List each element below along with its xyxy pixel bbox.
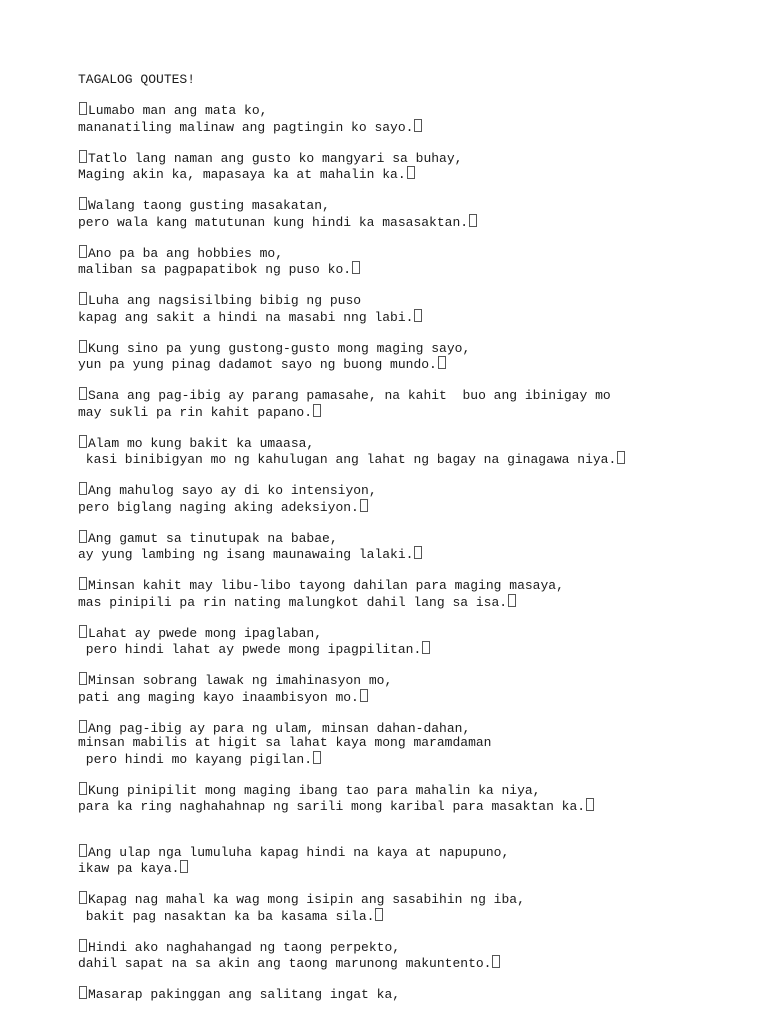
quote-text: Maging akin ka, mapasaya ka at mahalin ka.	[78, 167, 406, 182]
quote-text: Kapag nag mahal ka wag mong isipin ang sasabihin ng iba,	[88, 892, 525, 907]
quote-text: Kung pinipilit mong maging ibang tao para mahalin ka niya,	[88, 782, 541, 798]
missing-glyph-icon	[79, 482, 87, 495]
quote-paragraph	[78, 530, 626, 563]
quote-line	[78, 197, 626, 214]
quote-line	[78, 309, 626, 326]
quote-text: pero wala kang matutunan kung hindi ka masasaktan.	[78, 214, 469, 230]
quote-text: may sukli pa rin kahit papano.	[78, 404, 313, 420]
document-title: TAGALOG QOUTES!	[78, 72, 196, 87]
missing-glyph-icon	[414, 309, 422, 322]
quote-text: Luha ang nagsisilbing bibig ng puso	[88, 293, 362, 308]
quote-text: Ang ulap nga lumuluha kapag hindi na kaya at napupuno,	[88, 844, 510, 860]
quote-line	[78, 451, 626, 468]
quote-line	[78, 672, 626, 689]
quote-text: Hindi ako naghahangad ng taong perpekto,	[88, 939, 401, 955]
missing-glyph-icon	[422, 641, 430, 654]
quote-text: para ka ring naghahahnap ng sarili mong karibal para masaktan ka.	[78, 799, 586, 814]
missing-glyph-icon	[360, 499, 368, 512]
missing-glyph-icon	[180, 860, 188, 873]
quote-line	[78, 499, 626, 516]
missing-glyph-icon	[79, 939, 87, 952]
quote-paragraph	[78, 625, 626, 658]
quote-line	[78, 292, 626, 309]
quote-line	[78, 798, 626, 815]
quote-text: Kung sino pa yung gustong-gusto mong maging sayo,	[88, 340, 471, 356]
missing-glyph-icon	[79, 672, 87, 685]
missing-glyph-icon	[617, 451, 625, 464]
quote-line	[78, 908, 626, 925]
quote-line	[78, 119, 626, 136]
quote-line	[78, 404, 626, 421]
quote-line	[78, 986, 626, 1003]
quote-line	[78, 102, 626, 119]
missing-glyph-icon	[492, 955, 500, 968]
quote-paragraph	[78, 720, 626, 768]
quote-text: yun pa yung pinag dadamot sayo ng buong mundo.	[78, 357, 437, 372]
missing-glyph-icon	[414, 546, 422, 559]
missing-glyph-icon	[79, 387, 87, 400]
missing-glyph-icon	[79, 245, 87, 258]
quote-line	[78, 340, 626, 357]
quote-line	[78, 939, 626, 956]
quote-line	[78, 546, 626, 563]
quote-paragraph	[78, 482, 626, 515]
quote-text: Lumabo man ang mata ko,	[88, 103, 268, 118]
quote-paragraph	[78, 340, 626, 373]
missing-glyph-icon	[79, 782, 87, 795]
quote-line	[78, 530, 626, 547]
quote-line	[78, 860, 626, 877]
quote-text: pati ang maging kayo inaambisyon mo.	[78, 689, 359, 705]
quote-line	[78, 577, 626, 594]
quote-text: Walang taong gusting masakatan,	[88, 198, 330, 213]
quote-paragraph	[78, 939, 626, 972]
quote-line	[78, 720, 626, 737]
quote-paragraph	[78, 672, 626, 705]
quote-text: Masarap pakinggan ang salitang ingat ka,	[88, 987, 401, 1002]
quote-text: mananatiling malinaw ang pagtingin ko sayo.	[78, 119, 414, 135]
quote-line	[78, 955, 626, 972]
quote-text: bakit pag nasaktan ka ba kasama sila.	[78, 908, 375, 924]
quote-line	[78, 689, 626, 706]
quote-line	[78, 782, 626, 799]
missing-glyph-icon	[79, 625, 87, 638]
quote-paragraph	[78, 102, 626, 135]
quote-text: Ang gamut sa tinutupak na babae,	[88, 530, 338, 546]
quote-text: Ang mahulog sayo ay di ko intensiyon,	[88, 483, 377, 498]
missing-glyph-icon	[79, 197, 87, 210]
missing-glyph-icon	[79, 844, 87, 857]
missing-glyph-icon	[313, 751, 321, 764]
quote-text: Minsan kahit may libu-libo tayong dahilan para maging masaya,	[88, 578, 564, 593]
quote-text: Ang pag-ibig ay para ng ulam, minsan dahan-dahan,	[88, 720, 471, 736]
quote-line	[78, 435, 626, 452]
quote-line	[78, 482, 626, 499]
quote-paragraph	[78, 891, 626, 924]
quote-line	[78, 261, 626, 278]
missing-glyph-icon	[414, 119, 422, 132]
quote-text: Tatlo lang naman ang gusto ko mangyari sa buhay,	[88, 150, 463, 166]
quote-text: ikaw pa kaya.	[78, 861, 180, 876]
missing-glyph-icon	[508, 594, 516, 607]
missing-glyph-icon	[79, 530, 87, 543]
quote-list	[78, 102, 626, 1017]
quote-text: ay yung lambing ng isang maunawaing lalaki.	[78, 547, 414, 562]
quote-line	[78, 641, 626, 658]
quote-line	[78, 751, 626, 768]
quote-line	[78, 736, 626, 751]
quote-paragraph	[78, 387, 626, 420]
quote-paragraph	[78, 844, 626, 877]
quote-text: mas pinipili pa rin nating malungkot dahil lang sa isa.	[78, 594, 508, 610]
quote-line	[78, 387, 626, 404]
missing-glyph-icon	[352, 261, 360, 274]
quote-text: dahil sapat na sa akin ang taong marunong makuntento.	[78, 956, 492, 971]
quote-paragraph	[78, 986, 626, 1003]
quote-text: maliban sa pagpapatibok ng puso ko.	[78, 262, 352, 277]
missing-glyph-icon	[586, 798, 594, 811]
missing-glyph-icon	[79, 986, 87, 999]
quote-paragraph	[78, 577, 626, 610]
missing-glyph-icon	[79, 435, 87, 448]
quote-line	[78, 150, 626, 167]
missing-glyph-icon	[79, 292, 87, 305]
missing-glyph-icon	[375, 908, 383, 921]
quote-text: pero hindi lahat ay pwede mong ipagpilitan.	[78, 642, 422, 657]
missing-glyph-icon	[79, 340, 87, 353]
quote-paragraph	[78, 197, 626, 230]
quote-text: pero biglang naging aking adeksiyon.	[78, 499, 359, 515]
missing-glyph-icon	[438, 356, 446, 369]
missing-glyph-icon	[79, 150, 87, 163]
quote-line	[78, 245, 626, 262]
quote-text: Minsan sobrang lawak ng imahinasyon mo,	[88, 673, 393, 688]
missing-glyph-icon	[469, 214, 477, 227]
quote-paragraph	[78, 782, 626, 815]
quote-paragraph	[78, 435, 626, 468]
quote-line	[78, 844, 626, 861]
missing-glyph-icon	[79, 102, 87, 115]
quote-line	[78, 594, 626, 611]
missing-glyph-icon	[79, 891, 87, 904]
quote-text: kapag ang sakit a hindi na masabi nng labi.	[78, 309, 414, 325]
quote-text: pero hindi mo kayang pigilan.	[78, 751, 313, 767]
missing-glyph-icon	[79, 720, 87, 733]
quote-paragraph	[78, 150, 626, 183]
missing-glyph-icon	[407, 166, 415, 179]
quote-text: minsan mabilis at higit sa lahat kaya mong maramdaman	[78, 735, 492, 750]
quote-paragraph	[78, 292, 626, 325]
quote-line	[78, 891, 626, 908]
quote-line	[78, 356, 626, 373]
quote-text: Alam mo kung bakit ka umaasa,	[88, 435, 315, 451]
quote-line	[78, 214, 626, 231]
missing-glyph-icon	[79, 577, 87, 590]
missing-glyph-icon	[360, 689, 368, 702]
quote-line	[78, 625, 626, 642]
quote-line	[78, 166, 626, 183]
quote-text: Ano pa ba ang hobbies mo,	[88, 245, 284, 261]
quote-text: kasi binibigyan mo ng kahulugan ang lahat ng bagay na ginagawa niya.	[78, 452, 617, 467]
quote-text: Lahat ay pwede mong ipaglaban,	[88, 625, 323, 641]
quote-paragraph	[78, 245, 626, 278]
missing-glyph-icon	[313, 404, 321, 417]
quote-text: Sana ang pag-ibig ay parang pamasahe, na kahit buo ang ibinigay mo	[88, 388, 611, 403]
